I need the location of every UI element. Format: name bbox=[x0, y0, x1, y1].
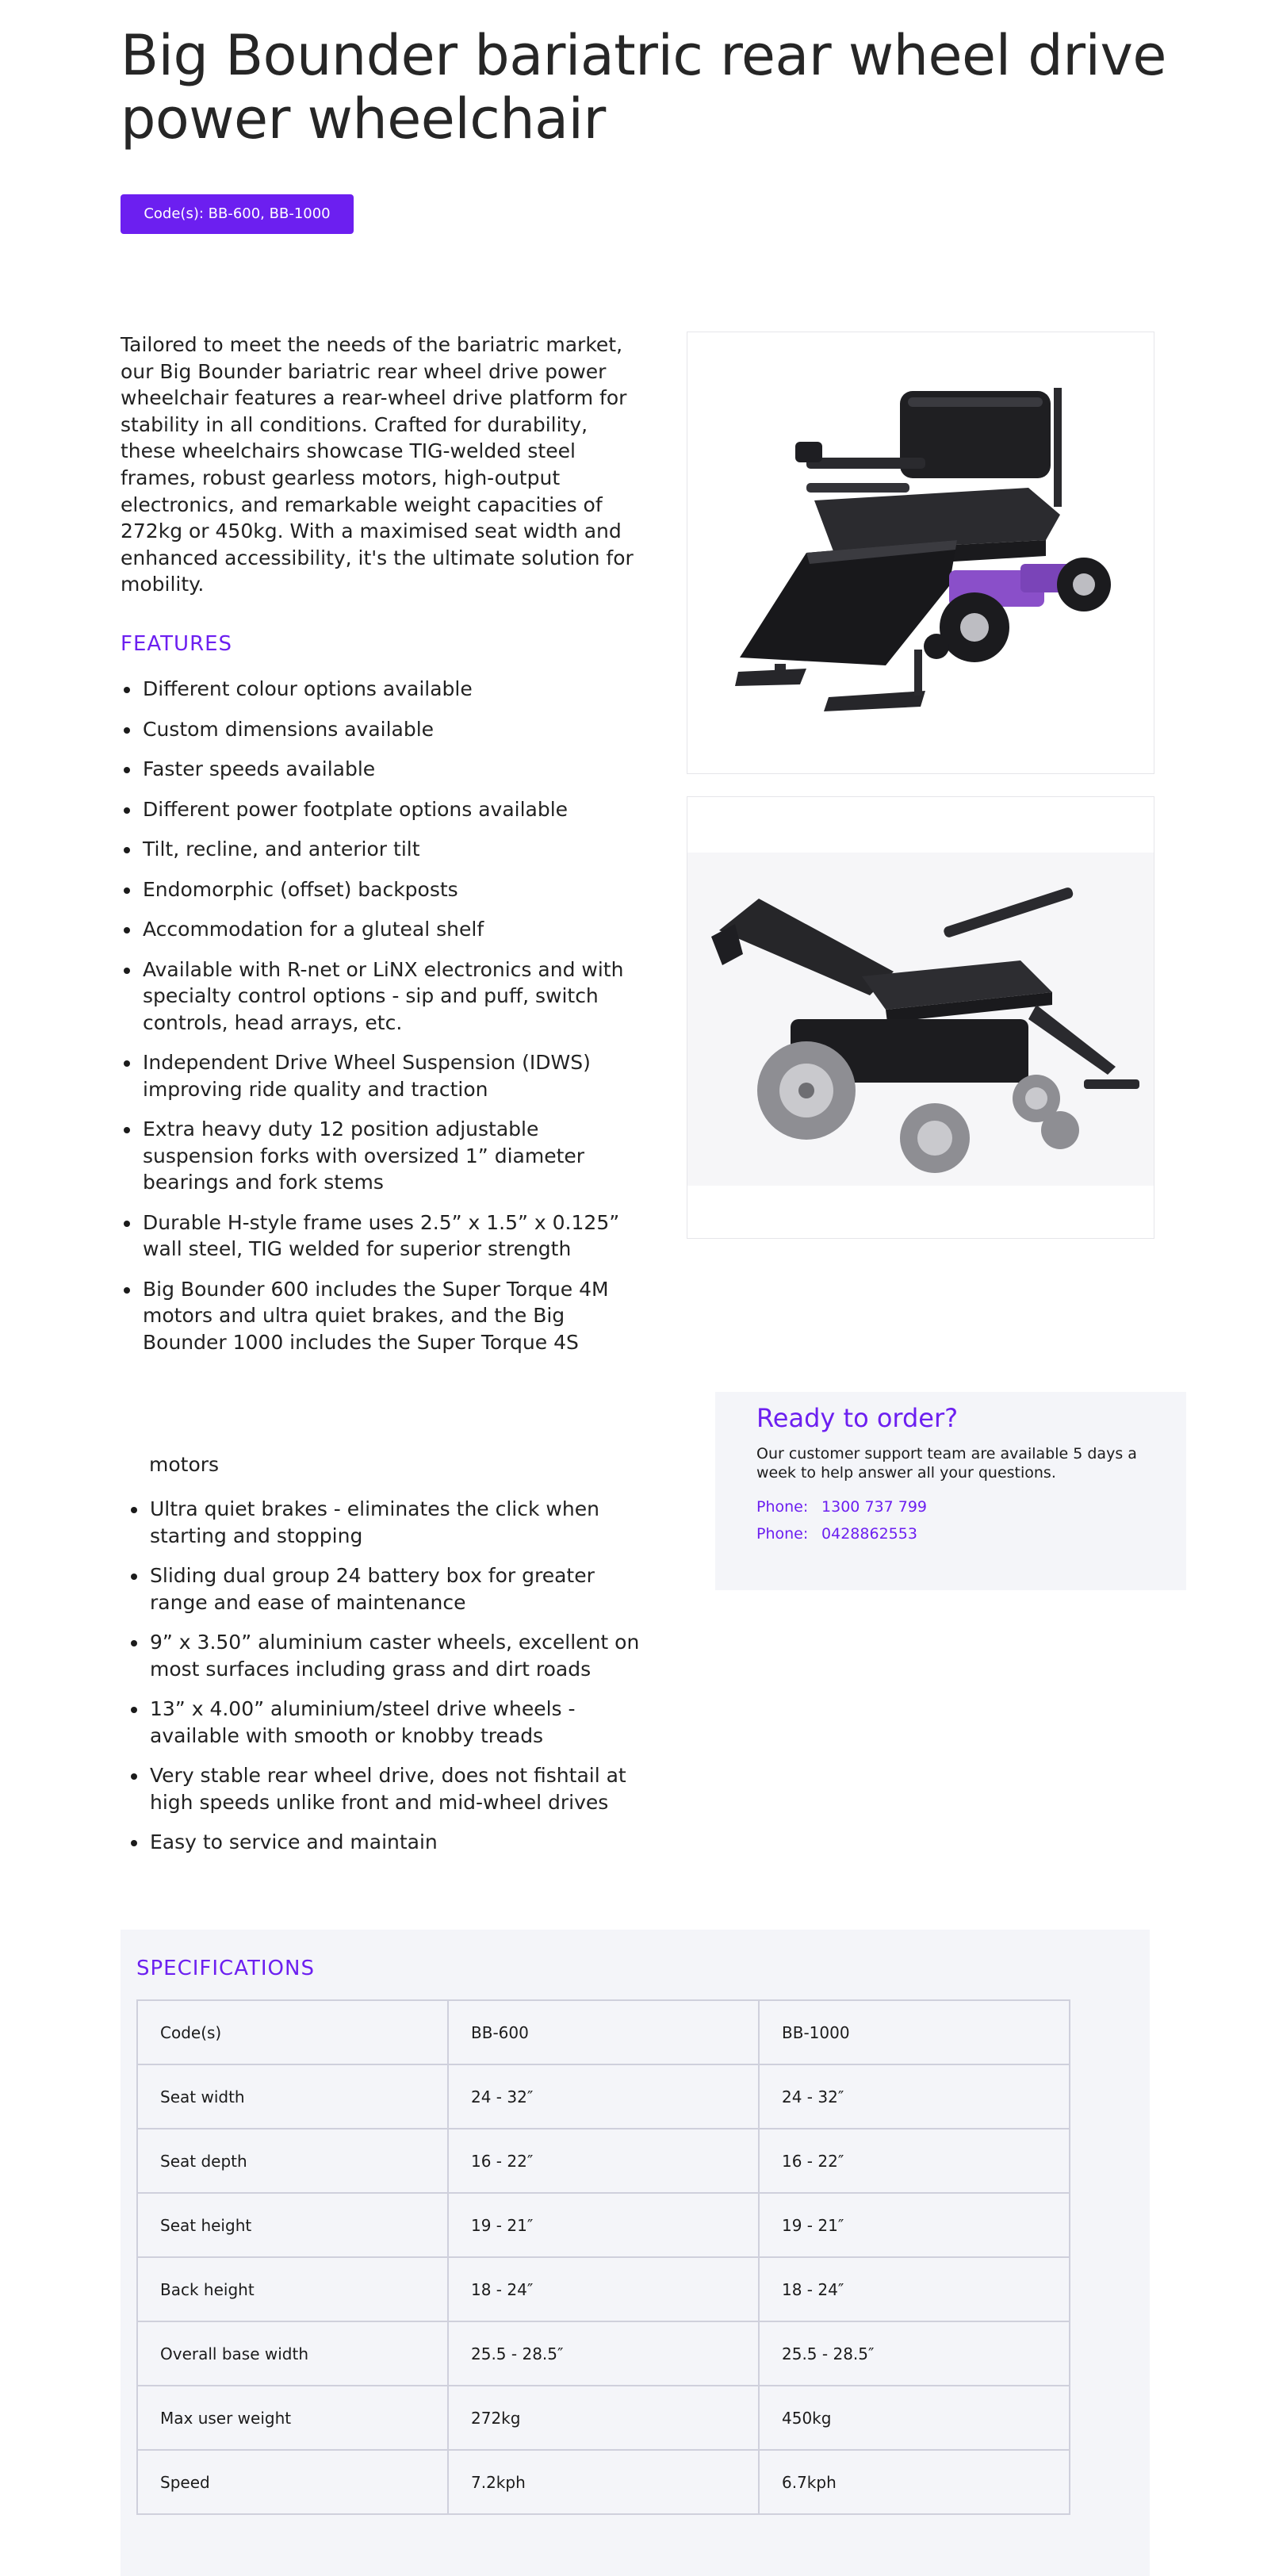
spec-label: Speed bbox=[137, 2450, 448, 2514]
phone-link[interactable] bbox=[756, 1525, 917, 1543]
feature-item: Easy to service and maintain bbox=[128, 1829, 643, 1856]
table-row bbox=[137, 2000, 1070, 2064]
feature-item: Very stable rear wheel drive, does not fishtail at high speeds unlike front and mid-wheel drives bbox=[128, 1762, 643, 1815]
order-description: Our customer support team are available 5 days a week to help answer all your questions. bbox=[756, 1445, 1137, 1482]
spec-value: 25.5 - 28.5″ bbox=[448, 2321, 759, 2386]
phone-link[interactable] bbox=[756, 1498, 927, 1516]
product-intro: Tailored to meet the needs of the bariatric market, our Big Bounder bariatric rear wheel drive power wheelchair features a rear-wheel drive platform for stability in all conditions. Crafted for durability, these wheelchairs showcase TIG-welded steel frames, robust gearless motors, high-output electronics, and remarkable weight capacities of 272kg or 450kg. With a maximised seat width and enhanced accessibility, it's the ultimate solution for mobility. bbox=[121, 333, 634, 596]
table-row bbox=[137, 2386, 1070, 2450]
spec-label: Code(s) bbox=[137, 2000, 448, 2064]
feature-item: Different power footplate options available bbox=[121, 796, 644, 823]
wheelchair-front-icon bbox=[687, 332, 1154, 773]
feature-item: Tilt, recline, and anterior tilt bbox=[121, 836, 644, 863]
spec-label: Seat width bbox=[137, 2064, 448, 2129]
spec-value: 450kg bbox=[759, 2386, 1070, 2450]
wheelchair-photo-reclined[interactable] bbox=[687, 796, 1154, 1239]
feature-item: Endomorphic (offset) backposts bbox=[121, 876, 644, 903]
features-heading: FEATURES bbox=[121, 632, 233, 656]
table-row bbox=[137, 2450, 1070, 2514]
spec-value: 272kg bbox=[448, 2386, 759, 2450]
feature-item: Available with R-net or LiNX electronics and with specialty control options - sip and puff, switch controls, head arrays, etc. bbox=[121, 956, 644, 1037]
feature-continued-text: motors bbox=[149, 1453, 220, 1476]
spec-label: Seat height bbox=[137, 2193, 448, 2257]
spec-value: BB-600 bbox=[448, 2000, 759, 2064]
feature-item: Ultra quiet brakes - eliminates the click when starting and stopping bbox=[128, 1496, 643, 1549]
phone-label: Phone: bbox=[756, 1525, 809, 1543]
spec-value: 16 - 22″ bbox=[448, 2129, 759, 2193]
spec-label: Back height bbox=[137, 2257, 448, 2321]
wheelchair-photo-front[interactable] bbox=[687, 332, 1154, 774]
product-codes-badge: Code(s): BB-600, BB-1000 bbox=[121, 194, 354, 234]
feature-item: Sliding dual group 24 battery box for greater range and ease of maintenance bbox=[128, 1562, 643, 1616]
feature-item: Big Bounder 600 includes the Super Torque 4M motors and ultra quiet brakes, and the Big Bounder 1000 includes the Super Torque 4S bbox=[121, 1276, 644, 1356]
specifications-panel bbox=[121, 1930, 1150, 2576]
feature-item: Faster speeds available bbox=[121, 756, 644, 783]
spec-value: 19 - 21″ bbox=[448, 2193, 759, 2257]
specifications-heading: SPECIFICATIONS bbox=[136, 1957, 315, 1980]
spec-value: 19 - 21″ bbox=[759, 2193, 1070, 2257]
spec-value: 24 - 32″ bbox=[759, 2064, 1070, 2129]
table-row bbox=[137, 2321, 1070, 2386]
phone-number[interactable]: 0428862553 bbox=[821, 1525, 917, 1543]
feature-item: Custom dimensions available bbox=[121, 716, 644, 743]
spec-label: Seat depth bbox=[137, 2129, 448, 2193]
page-title: Big Bounder bariatric rear wheel drive power wheelchair bbox=[121, 23, 1166, 151]
spec-label: Max user weight bbox=[137, 2386, 448, 2450]
spec-value: 25.5 - 28.5″ bbox=[759, 2321, 1070, 2386]
spec-label: Overall base width bbox=[137, 2321, 448, 2386]
order-title: Ready to order? bbox=[756, 1403, 959, 1433]
feature-item: Different colour options available bbox=[121, 676, 644, 703]
spec-value: 16 - 22″ bbox=[759, 2129, 1070, 2193]
phone-label: Phone: bbox=[756, 1498, 809, 1516]
table-row bbox=[137, 2129, 1070, 2193]
feature-item: Independent Drive Wheel Suspension (IDWS) improving ride quality and traction bbox=[121, 1049, 644, 1102]
spec-value: 24 - 32″ bbox=[448, 2064, 759, 2129]
spec-value: 18 - 24″ bbox=[448, 2257, 759, 2321]
spec-value: 18 - 24″ bbox=[759, 2257, 1070, 2321]
feature-item: 9” x 3.50” aluminium caster wheels, excellent on most surfaces including grass and dirt roads bbox=[128, 1629, 643, 1682]
wheelchair-reclined-icon bbox=[687, 797, 1154, 1238]
feature-item: 13” x 4.00” aluminium/steel drive wheels - available with smooth or knobby treads bbox=[128, 1696, 643, 1749]
spec-value: 7.2kph bbox=[448, 2450, 759, 2514]
specifications-table bbox=[136, 1999, 1070, 2515]
feature-item: Accommodation for a gluteal shelf bbox=[121, 916, 644, 943]
features-list-continued bbox=[128, 1496, 643, 1869]
table-row bbox=[137, 2257, 1070, 2321]
table-row bbox=[137, 2064, 1070, 2129]
table-row bbox=[137, 2193, 1070, 2257]
spec-value: 6.7kph bbox=[759, 2450, 1070, 2514]
feature-item: Extra heavy duty 12 position adjustable suspension forks with oversized 1” diameter bearings and fork stems bbox=[121, 1116, 644, 1196]
ready-to-order-panel bbox=[715, 1392, 1186, 1590]
phone-number[interactable]: 1300 737 799 bbox=[821, 1498, 928, 1516]
feature-item: Durable H-style frame uses 2.5” x 1.5” x 0.125” wall steel, TIG welded for superior strength bbox=[121, 1209, 644, 1263]
spec-value: BB-1000 bbox=[759, 2000, 1070, 2064]
features-list bbox=[121, 676, 644, 1369]
